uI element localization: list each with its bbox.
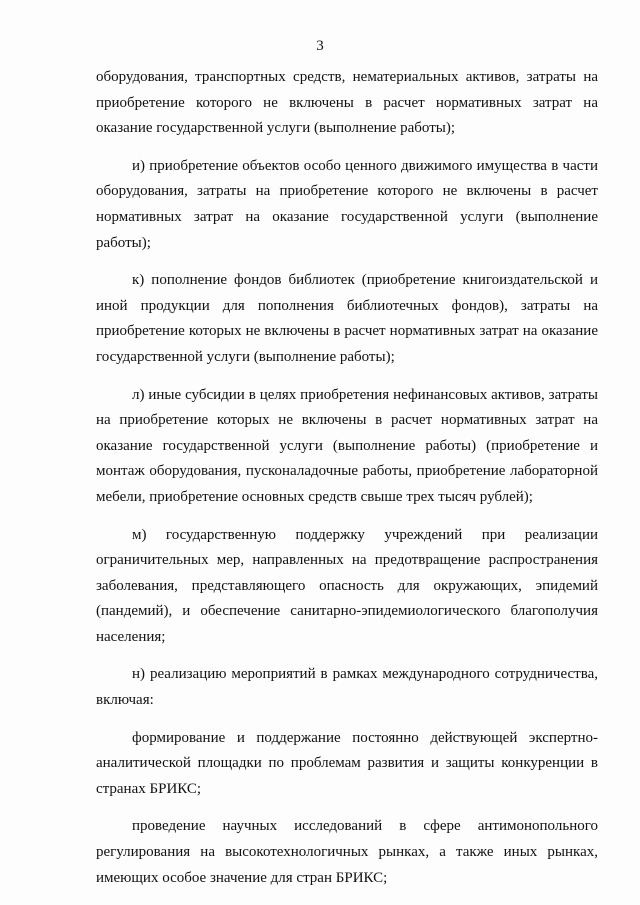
document-body <box>96 65 598 891</box>
paragraph-item-i: и) приобретение объектов особо ценного движимого имущества в части оборудования, затраты на приобретение которого не включены в расчет нормативных затрат на оказание государственной услуги (выполнение работы); <box>96 157 598 251</box>
paragraph-item-n: н) реализацию мероприятий в рамках международного сотрудничества, включая: <box>96 666 598 709</box>
paragraph-continuation: оборудования, транспортных средств, нематериальных активов, затраты на приобретение которого не включены в расчет нормативных затрат на оказание государственной услуги (выполнение работы); <box>96 69 598 137</box>
paragraph-sub-item-1: формирование и поддержание постоянно действующей экспертно-аналитической площадки по проблемам развития и защиты конкуренции в странах БРИКС; <box>96 729 598 797</box>
paragraph-item-l: л) иные субсидии в целях приобретения нефинансовых активов, затраты на приобретение которых не включены в расчет нормативных затрат на оказание государственной услуги (выполнение работы) (приобретение и монтаж оборудования, пусконаладочные работы, приобретение лабораторной мебели, приобретение основных средств свыше трех тысяч рублей); <box>96 386 598 505</box>
page-number: 3 <box>316 38 324 54</box>
paragraph-item-m: м) государственную поддержку учреждений при реализации ограничительных мер, направленных на предотвращение распространения заболевания, представляющего опасность для окружающих, эпидемий (пандемий), и обеспечение санитарно-эпидемиологического благополучия населения; <box>96 526 598 645</box>
paragraph-item-k: к) пополнение фондов библиотек (приобретение книгоиздательской и иной продукции для пополнения библиотечных фондов), затраты на приобретение которых не включены в расчет нормативных затрат на оказание государственной услуги (выполнение работы); <box>96 272 598 365</box>
paragraph-sub-item-2: проведение научных исследований в сфере антимонопольного регулирования на высокотехнологичных рынках, а также иных рынках, имеющих особое значение для стран БРИКС; <box>96 818 598 886</box>
